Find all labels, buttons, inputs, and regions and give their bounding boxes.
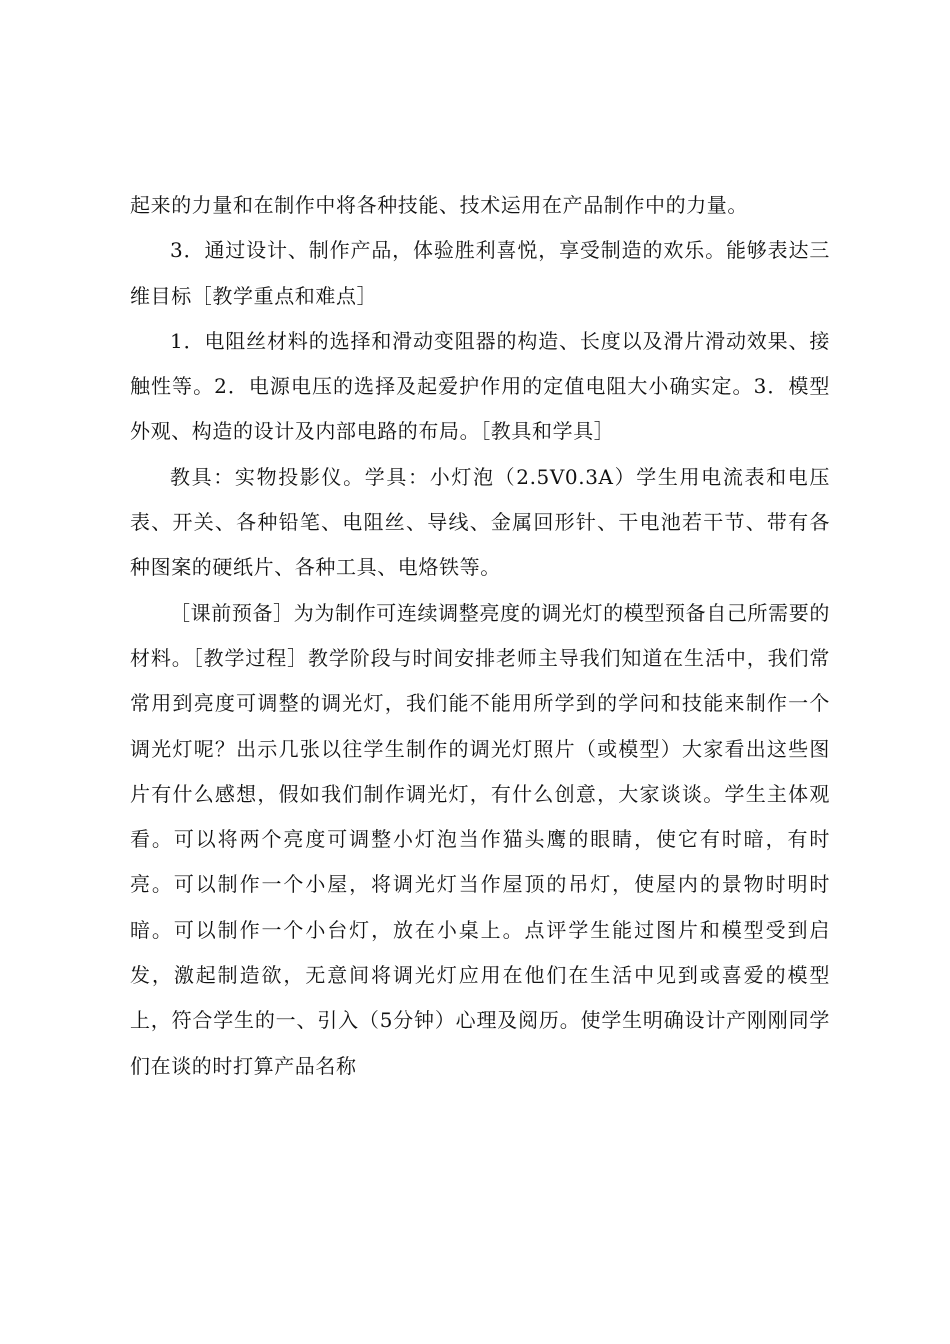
paragraph-goal-3: 3．通过设计、制作产品，体验胜利喜悦，享受制造的欢乐。能够表达三维目标［教学重点和难点］ — [130, 238, 830, 308]
paragraph-teaching-process: ［课前预备］为为制作可连续调整亮度的调光灯的模型预备自己所需要的材料。［教学过程］教学阶段与时间安排老师主导我们知道在生活中，我们常常用到亮度可调整的调光灯，我们能不能用所学到的学问和技能来制作一个调光灯呢？出示几张以往学生制作的调光灯照片（或模型）大家看出这些图片有什么感想，假如我们制作调光灯，有什么创意，大家谈谈。学生主体观看。可以将两个亮度可调整小灯泡当作猫头鹰的眼睛，使它有时暗，有时亮。可以制作一个小屋，将调光灯当作屋顶的吊灯，使屋内的景物时明时暗。可以制作一个小台灯，放在小桌上。点评学生能过图片和模型受到启发，激起制造欲，无意间将调光灯应用在他们在生活中见到或喜爱的模型上，符合学生的一、引入（5分钟）心理及阅历。使学生明确设计产刚刚同学们在谈的时打算产品名称 — [130, 600, 830, 1078]
document-body — [130, 183, 830, 1089]
paragraph-continuation: 起来的力量和在制作中将各种技能、技术运用在产品制作中的力量。 — [130, 193, 748, 217]
paragraph-key-points: 1．电阻丝材料的选择和滑动变阻器的构造、长度以及滑片滑动效果、接触性等。2．电源电压的选择及起爱护作用的定值电阻大小确实定。3．模型外观、构造的设计及内部电路的布局。［教具和学具］ — [130, 328, 830, 444]
paragraph-teaching-aids: 教具：实物投影仪。学具：小灯泡（2.5V0.3A）学生用电流表和电压表、开关、各种铅笔、电阻丝、导线、金属回形针、干电池若干节、带有各种图案的硬纸片、各种工具、电烙铁等。 — [130, 464, 830, 580]
